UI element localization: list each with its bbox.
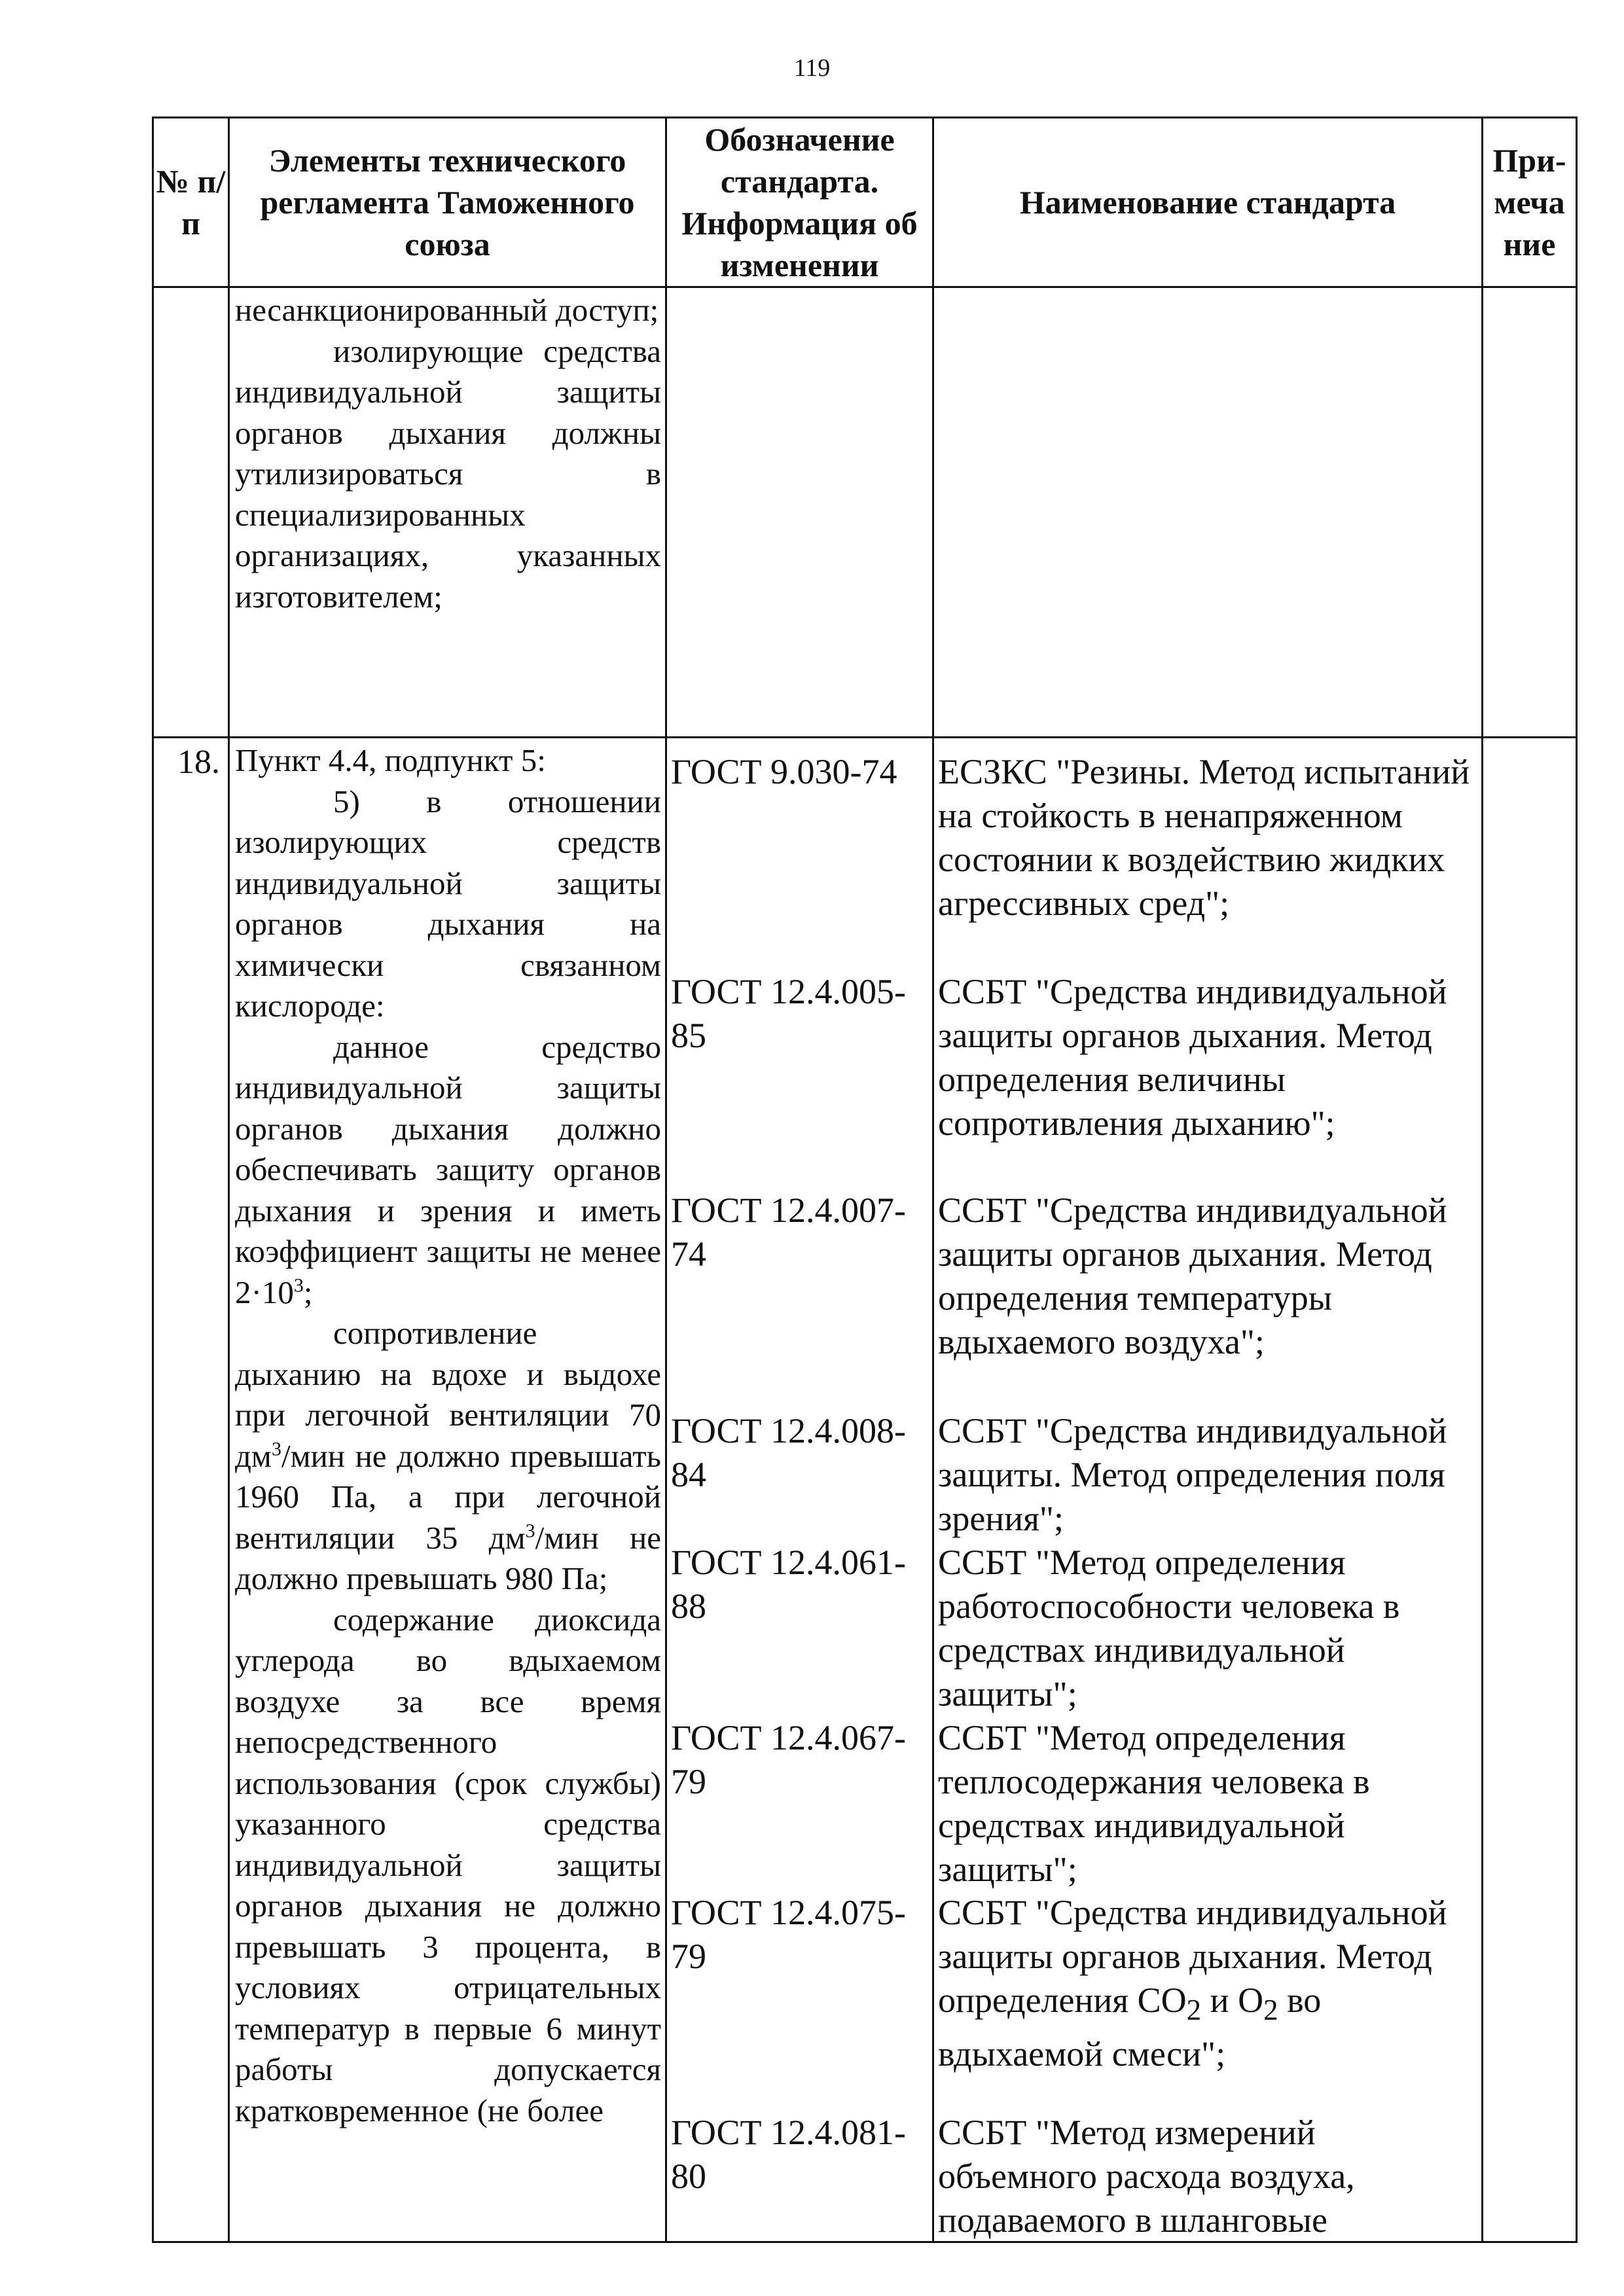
text: /мин не должно превышать 1960 Па, а при легочной вентиляции 35 дм (235, 1437, 661, 1556)
paragraph (235, 1313, 661, 1600)
standard-name: ССБТ "Средства индивидуальной защиты. Метод определения поля зрения"; (938, 1411, 1447, 1538)
text: ; (303, 1274, 313, 1310)
header-elements: Элементы технического регламента Таможенного союза (229, 118, 666, 287)
cell-elements (229, 287, 666, 738)
row-number: 18. (177, 744, 220, 781)
cell-name (933, 287, 1483, 738)
cell-num (153, 287, 229, 738)
standard-code: ГОСТ 12.4.008-84 (671, 1411, 907, 1494)
cell-note (1483, 287, 1577, 738)
table-header-row (153, 118, 1577, 287)
standard-code: ГОСТ 9.030-74 (671, 752, 897, 791)
standard-code: ГОСТ 12.4.005-85 (671, 972, 907, 1055)
subscript: 2 (1263, 1993, 1278, 2026)
standard-code: ГОСТ 12.4.075-79 (671, 1893, 907, 1976)
header-num: № п/п (153, 118, 229, 287)
superscript: 3 (525, 1520, 535, 1542)
subscript: 2 (1186, 1993, 1202, 2026)
table-row (153, 738, 1577, 2242)
page-number: 119 (793, 54, 831, 82)
text: сопротивление дыханию на вдохе и выдохе при легочной вентиляции 70 дм (235, 1315, 661, 1474)
paragraph: изолирующие средства индивидуальной защиты органов дыхания должны утилизироваться в специализированных организациях, указанных изготовителем; (235, 332, 661, 615)
standard-name: ССБТ "Средства индивидуальной защиты органов дыхания. Метод определения температуры вдыхаемого воздуха"; (938, 1191, 1447, 1361)
header-code: Обозначение стандарта. Информация об изменении (666, 118, 933, 287)
text: данное средство индивидуальной защиты органов дыхания должно обеспечивать защиту органов дыхания и зрения и иметь коэффициент защиты не менее 2·10 (235, 1028, 661, 1310)
standard-name: ЕСЗКС "Резины. Метод испытаний на стойкость в ненапряженном состоянии к воздействию жидких агрессивных сред"; (938, 752, 1470, 923)
cell-code (666, 287, 933, 738)
text: во вдыхаемой смеси"; (938, 1981, 1322, 2073)
cell-note (1483, 738, 1577, 2242)
standard-name (934, 1891, 1481, 2076)
paragraph (235, 1027, 661, 1314)
paragraph: Пункт 4.4, подпункт 5: (235, 742, 546, 778)
text: и О (1201, 1981, 1264, 2020)
standards-table (152, 117, 1578, 2243)
standard-code: ГОСТ 12.4.067-79 (671, 1718, 907, 1801)
text: ССБТ "Средства индивидуальной защиты органов дыхания. Метод определения СО (938, 1893, 1447, 2020)
paragraph: несанкционированный доступ; (235, 292, 659, 328)
paragraph: содержание диоксида углерода во вдыхаемом воздухе за все время непосредственного использования (срок службы) указанного средства индивидуальной защиты органов дыхания не должно превышать 3 процента, в условиях отрицательных температур в первые 6 минут работы допускается кратковременное (не более (235, 1601, 661, 2128)
text: /мин не должно превышать 980 Па; (235, 1519, 661, 1596)
standard-code: ГОСТ 12.4.061-88 (671, 1543, 907, 1626)
superscript: 3 (271, 1438, 281, 1460)
cell-elements (229, 738, 666, 2242)
standard-code: ГОСТ 12.4.007-74 (671, 1191, 907, 1274)
paragraph: 5) в отношении изолирующих средств индивидуальной защиты органов дыхания на химически связанном кислороде: (235, 783, 661, 1024)
standard-name: ССБТ "Метод измерений объемного расхода воздуха, подаваемого в шланговые (938, 2113, 1355, 2240)
header-name: Наименование стандарта (933, 118, 1483, 287)
standard-name: ССБТ "Метод определения теплосодержания человека в средствах индивидуальной защиты"; (938, 1718, 1370, 1889)
superscript: 3 (293, 1274, 304, 1297)
cell-num (153, 738, 229, 2242)
standard-name: ССБТ "Метод определения работоспособности человека в средствах индивидуальной защиты"; (938, 1543, 1400, 1713)
standard-code: ГОСТ 12.4.081-80 (671, 2113, 907, 2196)
header-note: При-меча ние (1483, 118, 1577, 287)
cell-code (666, 738, 933, 2242)
cell-name (933, 738, 1483, 2242)
standard-name: ССБТ "Средства индивидуальной защиты органов дыхания. Метод определения величины сопротивления дыханию"; (938, 972, 1447, 1143)
table-row-continuation (153, 287, 1577, 738)
